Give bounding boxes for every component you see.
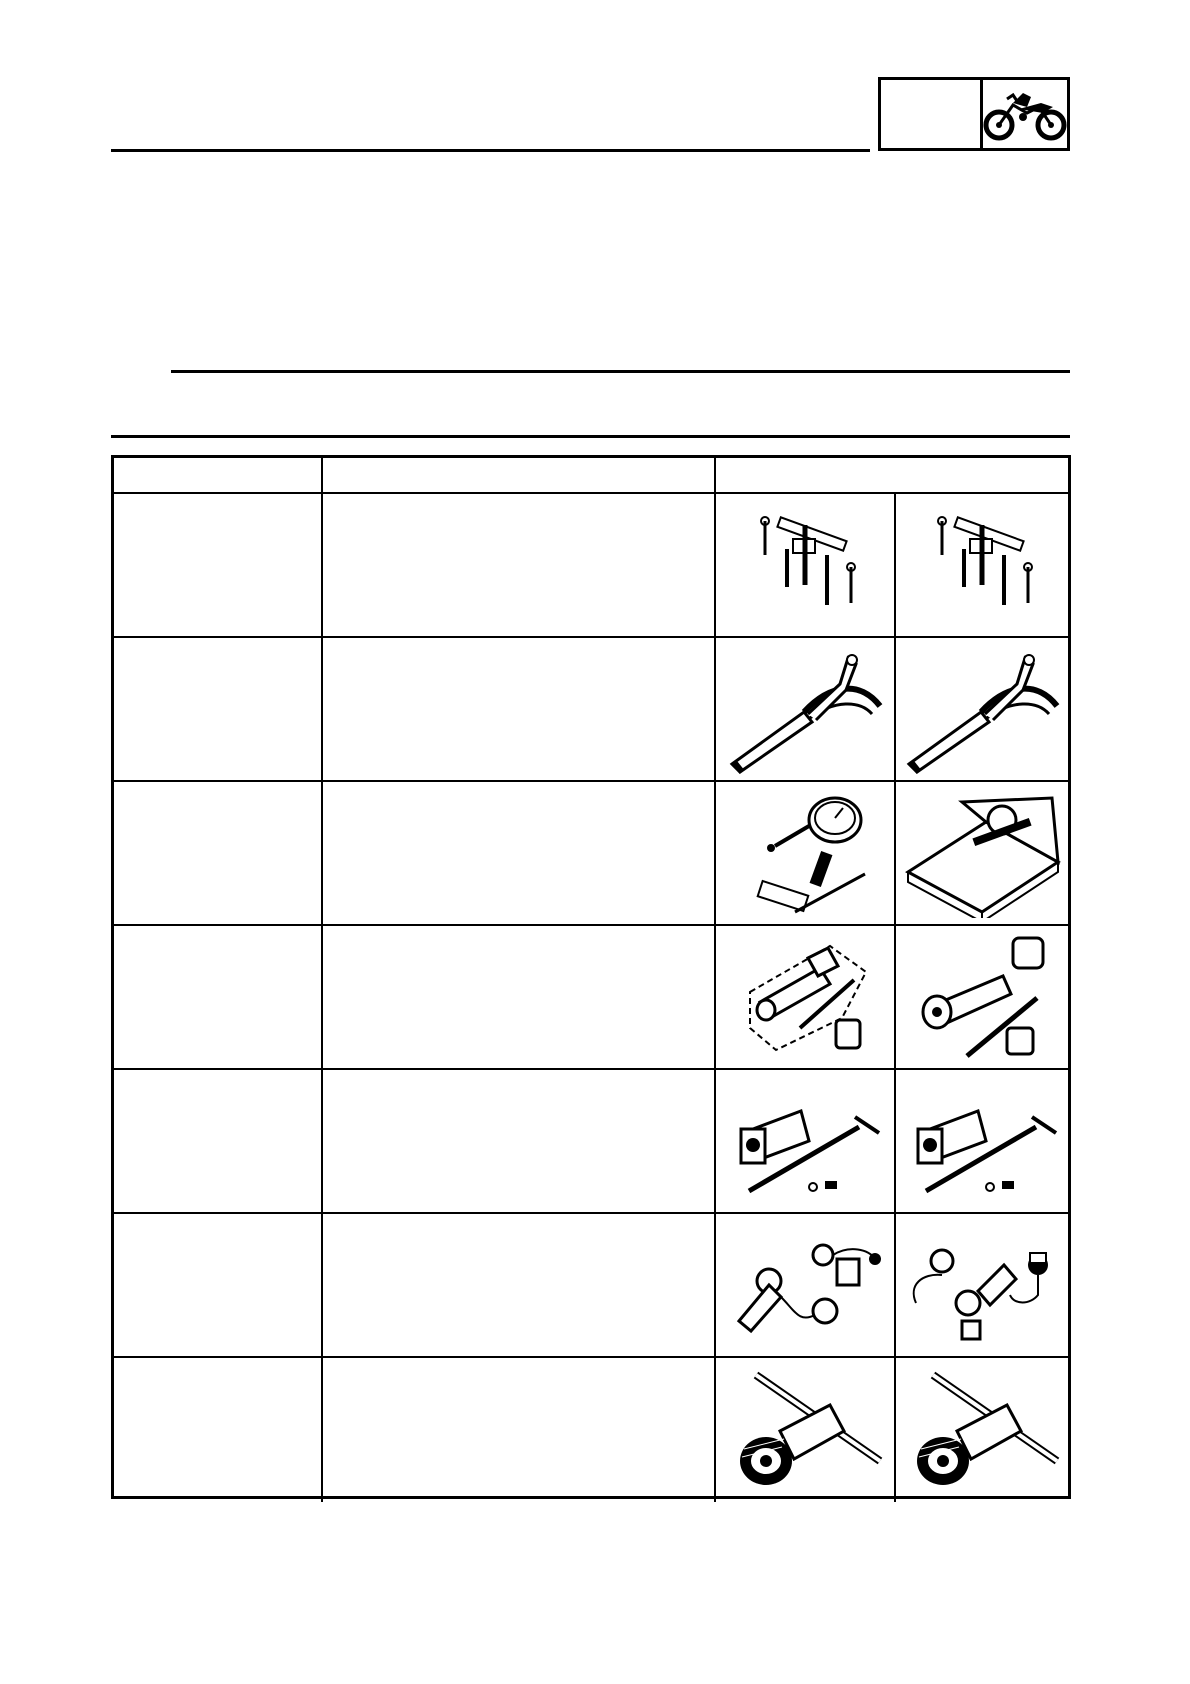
illustration-cell-left	[716, 926, 896, 1068]
header-rule	[111, 149, 870, 152]
crankshaft-installer-icon	[907, 932, 1057, 1062]
table-row	[114, 494, 1068, 638]
motorcycle-icon-cell	[983, 80, 1067, 148]
description-cell	[323, 1070, 716, 1212]
description-cell	[323, 638, 716, 780]
crankshaft-adapter-icon	[725, 1225, 885, 1345]
illustration-cell-right	[896, 638, 1068, 780]
header-box	[878, 77, 1070, 151]
rotor-holder-icon	[897, 644, 1067, 774]
tool-name-cell	[114, 1070, 323, 1212]
illustration-cell-right	[896, 1214, 1068, 1356]
illustration-cell-right	[896, 494, 1068, 636]
dial-gauge-case-icon	[902, 788, 1062, 918]
tool-name-cell	[114, 1214, 323, 1356]
tool-name-cell	[114, 494, 323, 636]
illustration-cell-right	[896, 926, 1068, 1068]
column-header-description	[323, 458, 716, 492]
illustration-cell-left	[716, 494, 896, 636]
illustration-cell-right	[896, 1358, 1068, 1502]
tool-name-cell	[114, 1358, 323, 1502]
crankcase-separating-tool-icon	[720, 1365, 890, 1495]
flywheel-puller-icon	[912, 515, 1052, 615]
illustration-cell-left	[716, 782, 896, 924]
tool-name-cell	[114, 638, 323, 780]
table-row	[114, 926, 1068, 1070]
description-cell	[323, 494, 716, 636]
rotor-holder-icon	[720, 644, 890, 774]
column-header-tool-name	[114, 458, 323, 492]
illustration-cell-right	[896, 1070, 1068, 1212]
section-rule	[171, 370, 1070, 373]
table-row	[114, 1358, 1068, 1502]
table-row	[114, 1214, 1068, 1358]
section-rule-lower	[111, 435, 1070, 438]
description-cell	[323, 926, 716, 1068]
table-row	[114, 1070, 1068, 1214]
special-tools-table	[111, 455, 1071, 1499]
illustration-cell-left	[716, 1358, 896, 1502]
illustration-cell-right	[896, 782, 1068, 924]
tool-name-cell	[114, 926, 323, 1068]
motorcycle-icon	[983, 85, 1067, 143]
crankshaft-installer-icon	[730, 932, 880, 1062]
dial-gauge-icon	[735, 788, 875, 918]
table-row	[114, 782, 1068, 926]
description-cell	[323, 782, 716, 924]
crankshaft-adapter-icon	[902, 1225, 1062, 1345]
table-row	[114, 638, 1068, 782]
crankshaft-installer-bolt-icon	[902, 1081, 1062, 1201]
illustration-cell-left	[716, 638, 896, 780]
crankcase-separating-tool-icon	[897, 1365, 1067, 1495]
description-cell	[323, 1358, 716, 1502]
section-code	[881, 80, 983, 148]
tool-name-cell	[114, 782, 323, 924]
flywheel-puller-icon	[735, 515, 875, 615]
illustration-cell-left	[716, 1070, 896, 1212]
crankshaft-installer-bolt-icon	[725, 1081, 885, 1201]
illustration-cell-left	[716, 1214, 896, 1356]
column-header-illustration	[716, 458, 1068, 492]
description-cell	[323, 1214, 716, 1356]
table-header	[114, 458, 1068, 494]
